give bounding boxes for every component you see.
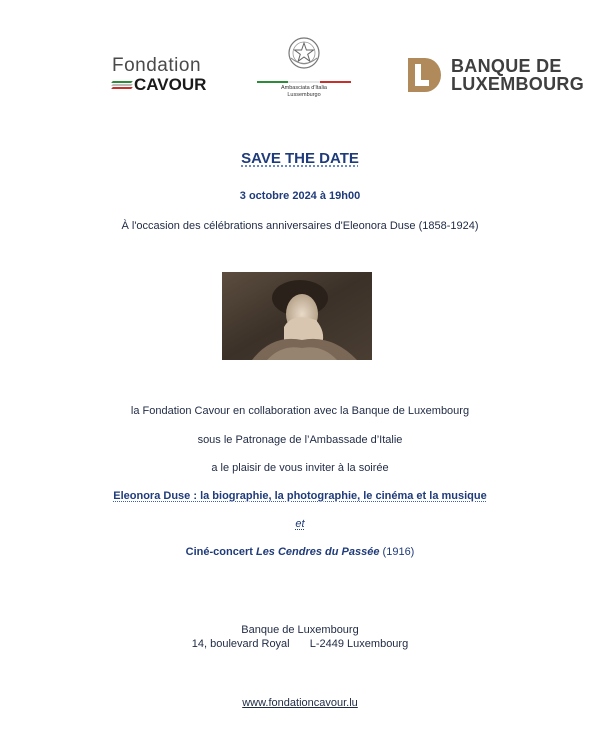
event-date: 3 octobre 2024 à 19h00	[239, 190, 361, 202]
venue-name: Banque de Luxembourg	[241, 624, 359, 636]
save-the-date-heading: SAVE THE DATE	[241, 150, 359, 167]
ambassade-logo-line1: Ambasciata d'Italia	[281, 85, 327, 91]
ambassade-logo-line2: Lussemburgo	[287, 92, 321, 98]
concert-label: Ciné-concert	[185, 546, 253, 558]
banque-monogram-icon	[405, 56, 443, 94]
intro-text: À l'occasion des célébrations anniversaires d'Eleonora Duse (1858-1924)	[121, 220, 479, 232]
ambassade-italie-logo	[254, 36, 354, 99]
invitation-line-3: a le plaisir de vous inviter à la soirée	[211, 462, 389, 474]
fondation-cavour-logo-line1: Fondation	[112, 55, 202, 76]
italian-emblem-icon	[287, 36, 321, 70]
invitation-line-1: la Fondation Cavour en collaboration avec la Banque de Luxembourg	[130, 405, 470, 417]
cine-concert-line	[0, 546, 600, 558]
website-link[interactable]: www.fondationcavour.lu	[242, 697, 358, 709]
banque-de-luxembourg-logo	[405, 56, 584, 94]
conjunction-et: et	[295, 518, 305, 530]
italian-flag-line	[257, 81, 351, 83]
tricolor-stripes-icon	[112, 79, 132, 91]
event-title: Eleonora Duse : la biographie, la photographie, le cinéma et la musique	[113, 490, 487, 502]
venue-address	[0, 638, 600, 650]
eleonora-duse-portrait	[222, 272, 372, 360]
concert-film-title: Les Cendres du Passée	[255, 546, 380, 558]
footer	[0, 697, 600, 709]
venue-street: 14, boulevard Royal	[191, 638, 290, 650]
venue-postal: L-2449 Luxembourg	[309, 638, 409, 650]
banque-logo-line2: LUXEMBOURG	[451, 74, 584, 94]
fondation-cavour-logo-line2: CAVOUR	[134, 75, 207, 94]
banque-logo-line1: BANQUE DE	[451, 56, 562, 76]
fondation-cavour-logo	[112, 56, 206, 94]
concert-year: (1916)	[382, 546, 415, 558]
invitation-line-2: sous le Patronage de l’Ambassade d’Italie	[197, 434, 403, 446]
